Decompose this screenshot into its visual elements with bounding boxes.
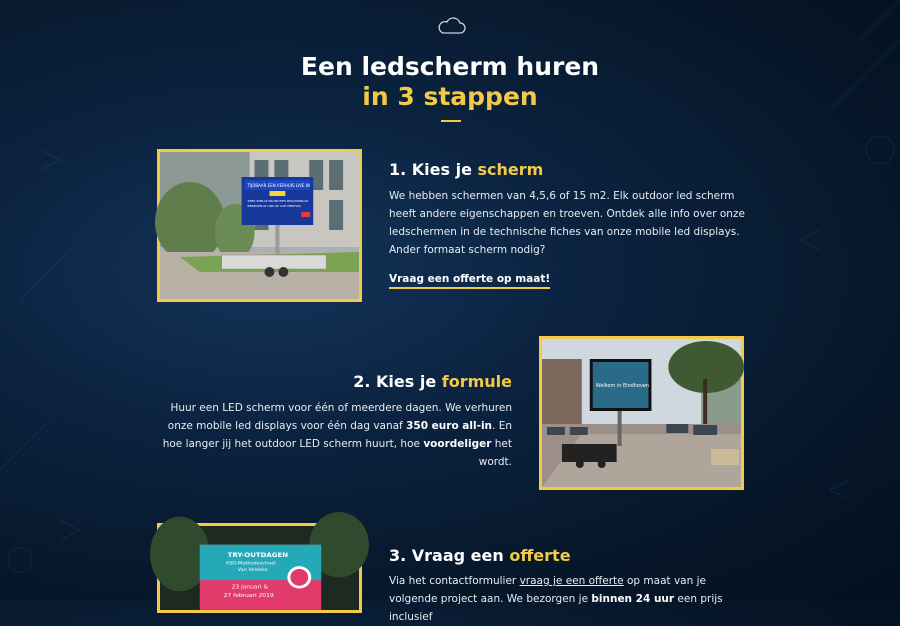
step-1-screen-line-2: ZEER SNELLE PROMOTIES BESCHIKBAAR (247, 198, 309, 204)
step-2-title-highlight: formule (441, 372, 512, 391)
title-line-1: Een ledscherm huren (300, 52, 600, 81)
step-1-screen-line-3: BEREIKEN IN ONS OP LIVE.MMEHAN (247, 203, 301, 209)
step-3-description (389, 572, 749, 626)
step-3-screen-line-4: 23 januari & (231, 584, 269, 591)
step-3-title-highlight: offerte (509, 546, 571, 565)
step-3-title-prefix: 3. Vraag een (389, 546, 510, 565)
step-3-screen-line-3: Van Veldeke (237, 567, 268, 573)
step-1-screen-line-1: TIJDBAAR EEN VERHUIS LIVE.IN (247, 182, 310, 189)
request-quote-link[interactable]: Vraag een offerte op maat! (389, 273, 550, 289)
request-quote-inline-link[interactable]: vraag je een offerte (519, 575, 624, 587)
step-1-image (157, 149, 362, 302)
step-3-image (157, 523, 362, 613)
step-1-title-prefix: 1. Kies je (389, 160, 478, 179)
step-3-screen-line-2: ASO-Methodeschool (225, 561, 276, 567)
step-3-deadline: binnen 24 uur (591, 593, 675, 605)
step-3-title (389, 545, 571, 567)
step-2-description (150, 399, 512, 471)
step-2-title-prefix: 2. Kies je (353, 372, 442, 391)
cloud-icon (436, 16, 466, 36)
step-1-title (389, 159, 543, 181)
step-2-text-3: het wordt. (478, 438, 512, 468)
step-3-text-2: op maat van je volgende project aan. We bezorgen je (389, 575, 706, 605)
step-2-image (539, 336, 744, 490)
step-1-title-highlight: scherm (477, 160, 544, 179)
step-3-text-3: een prijs inclusief (389, 593, 723, 623)
title-underline (441, 120, 461, 122)
step-3-screen-line-1: TRY-OUTDAGEN (227, 550, 289, 559)
step-2-text-2: . En hoe langer jij het outdoor LED scherm huurt, hoe (162, 420, 512, 450)
step-2-screen-text: Welkom in Eindhoven (595, 382, 650, 390)
step-2-advantage: voordeliger (423, 438, 492, 450)
page-title (0, 52, 900, 112)
title-line-2: in 3 stappen (362, 82, 538, 111)
step-3-text-1: Via het contactformulier (389, 575, 520, 587)
step-2-price: 350 euro all-in (406, 420, 493, 432)
step-3-screen-line-5: 27 februari 2019 (223, 593, 274, 599)
step-2-text-1: Huur een LED scherm voor één of meerdere dagen. We verhuren onze mobile led displays voor één dag vanaf (167, 402, 512, 432)
step-1-description: We hebben schermen van 4,5,6 of 15 m2. Elk outdoor led scherm heeft andere eigenschappen en troeven. Ontdek alle info over onze ledschermen in de technische fiches van onze mobile led displays. Ander formaat scherm nodig? (389, 190, 745, 256)
step-2-title (300, 371, 512, 393)
